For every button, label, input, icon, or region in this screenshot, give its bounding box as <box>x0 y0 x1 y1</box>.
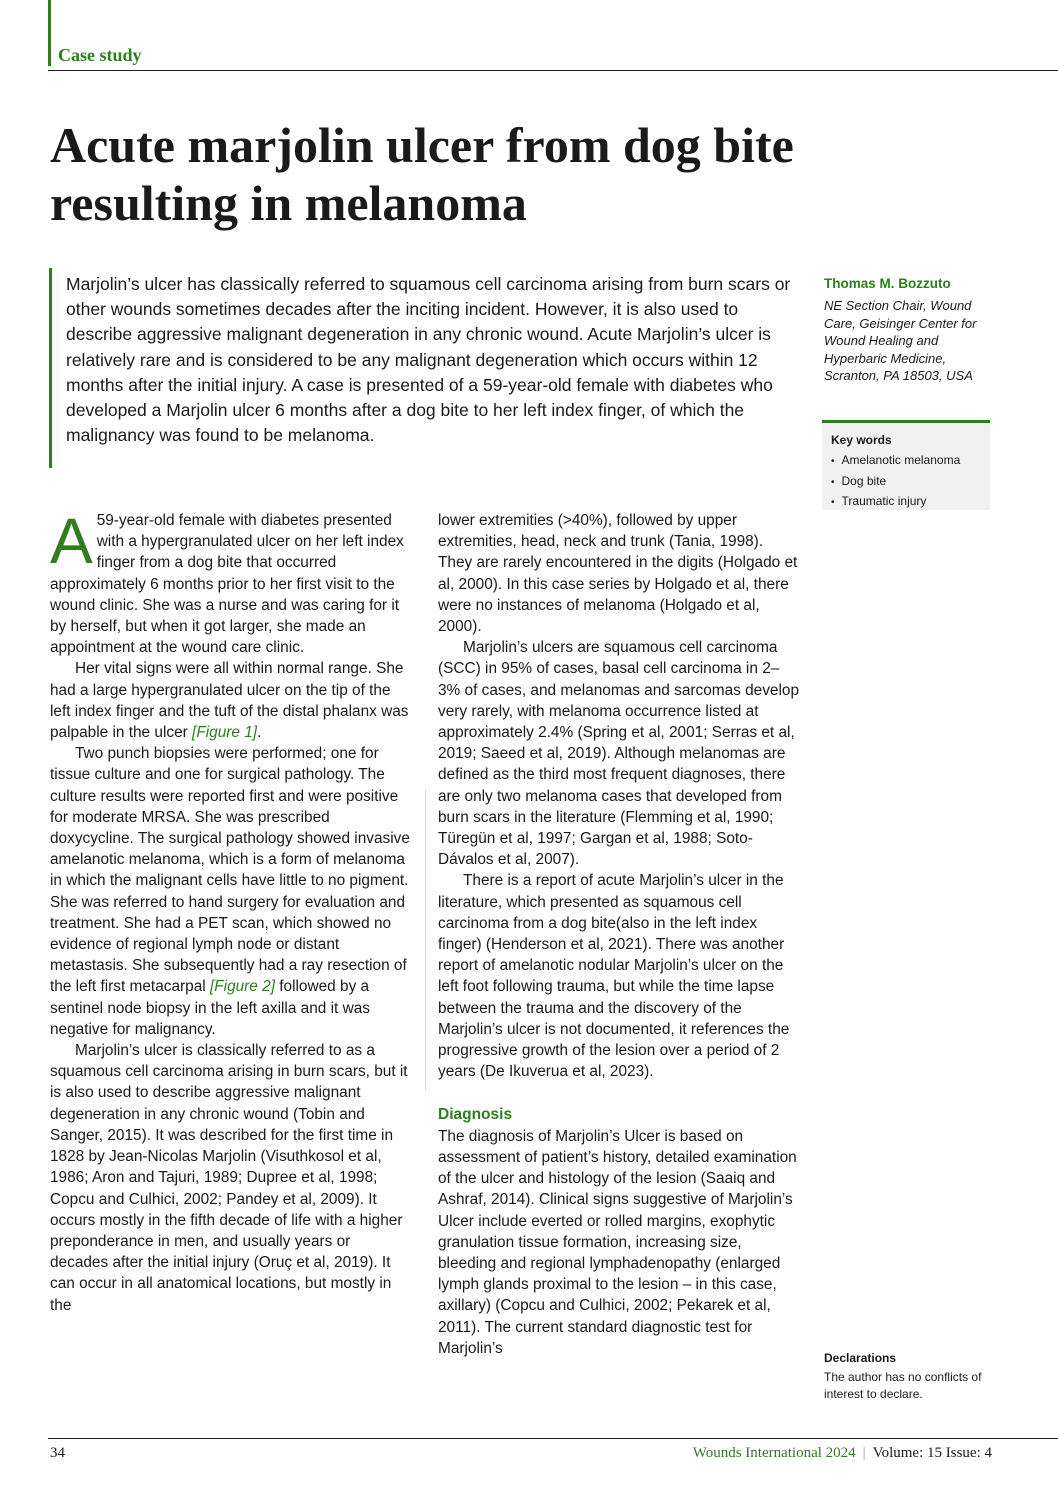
body-column-right <box>438 510 800 1359</box>
keywords-list <box>831 451 981 513</box>
paragraph-text: Her vital signs were all within normal range. She had a large hypergranulated ulcer on the tip of the left index finger and the tuft of the distal phalanx was palpable in the ulcer <box>50 660 409 742</box>
declarations-text: The author has no conflicts of interest to declare. <box>824 1370 982 1401</box>
footer-citation <box>693 1445 992 1462</box>
volume-issue: Volume: 15 Issue: 4 <box>872 1445 992 1461</box>
paragraph-text: 59-year-old female with diabetes presented with a hypergranulated ulcer on her left index finger from a dog bite that occurred approximately 6 months prior to her first visit to the wound clinic. She was a nurse and was caring for it by herself, but when it got larger, she made an appointment at the wound care clinic. <box>50 512 404 657</box>
abstract-accent-bar <box>49 268 52 468</box>
keyword-item: • Amelanotic melanoma <box>831 451 981 472</box>
diagnosis-heading: Diagnosis <box>438 1106 513 1124</box>
keywords-box <box>822 420 990 510</box>
article-title: Acute marjolin ulcer from dog bite resulting in melanoma <box>50 117 794 231</box>
keywords-heading: Key words <box>831 433 892 447</box>
author-block <box>824 276 994 385</box>
body-column-left <box>50 505 412 1316</box>
footer-rule <box>48 1438 1058 1439</box>
section-accent-bar <box>48 0 51 66</box>
author-name: Thomas M. Bozzuto <box>824 276 951 291</box>
footer-separator: | <box>862 1445 866 1461</box>
abstract: Marjolin’s ulcer has classically referred to squamous cell carcinoma arising from burn scars or other wounds sometimes decades after the inciting incident. However, it is also used to describe aggressive malignant degeneration in any chronic wound. Acute Marjolin’s ulcer is relatively rare and is considered to be any malignant degeneration which occurs within 12 months after the initial injury. A case is presented of a 59-year-old female with diabetes who developed a Marjolin ulcer 6 months after a dog bite to her left index finger, of which the malignancy was found to be melanoma. <box>66 274 791 446</box>
paragraph-text: . <box>257 724 262 742</box>
declarations-block <box>824 1351 999 1403</box>
body-paragraph: The diagnosis of Marjolin’s Ulcer is based on assessment of patient’s history, detailed examination of the ulcer and histology of the lesion (Saaiq and Ashraf, 2014). Clinical signs suggestive of Marjolin’s Ulcer include everted or rolled margins, exophytic granulation tissue formation, increasing size, bleeding and regional lymphadenopathy (enlarged lymph glands proximal to the lesion – in this case, axillary) (Copcu and Culhici, 2002; Pekarek et al, 2011). The current standard diagnostic test for Marjolin’s <box>438 1127 797 1357</box>
body-paragraph <box>50 658 412 743</box>
body-paragraph: Marjolin’s ulcer is classically referred to as a squamous cell carcinoma arising in burn scars, but it is also used to describe aggressive malignant degeneration in any chronic wound (Tobin and Sanger, 2015). It was described for the first time in 1828 by Jean-Nicolas Marjolin (Visuthkosol et al, 1986; Aron and Tajuri, 1989; Dupree et al, 1998; Copcu and Culhici, 2002; Pandey et al, 2009). It occurs mostly in the fifth decade of life with a higher preponderance in men, and usually years or decades after the initial injury (Oruç et al, 2019). It can occur in all anatomical locations, but mostly in the <box>50 1042 408 1314</box>
paragraph-text: followed by a sentinel node biopsy in the left axilla and it was negative for malignancy. <box>50 978 370 1038</box>
body-paragraph: Marjolin’s ulcers are squamous cell carcinoma (SCC) in 95% of cases, basal cell carcinoma in 2–3% of cases, and melanomas and sarcomas develop very rarely, with melanoma occurrence listed at approximately 2.4% (Spring et al, 2001; Serras et al, 2019; Saeed et al, 2019). Although melanomas are defined as the third most frequent diagnoses, there are only two melanoma cases that developed from burn scars in the literature (Flemming et al, 1990; Türegün et al, 1997; Gargan et al, 1988; Soto-Dávalos et al, 2007). <box>438 639 800 869</box>
header-rule <box>48 70 1058 71</box>
figure-2-link[interactable]: [Figure 2] <box>209 978 275 996</box>
keyword-item: • Traumatic injury <box>831 492 981 513</box>
section-label: Case study <box>58 45 142 65</box>
body-paragraph: lower extremities (>40%), followed by upper extremities, head, neck and trunk (Tania, 1998). They are rarely encountered in the digits (Holgado et al, 2000). In this case series by Holgado et al, there were no instances of melanoma (Holgado et al, 2000). <box>438 512 798 636</box>
body-paragraph <box>50 743 412 1040</box>
declarations-heading: Declarations <box>824 1351 897 1365</box>
body-paragraph: There is a report of acute Marjolin’s ulcer in the literature, which presented as squamous cell carcinoma from a dog bite(also in the left index finger) (Henderson et al, 2021). There was another report of amelanotic nodular Marjolin’s ulcer on the left foot following trauma, but while the time lapse between the trauma and the discovery of the Marjolin’s ulcer is not documented, it references the progressive growth of the lesion over a period of 2 years (De Ikuverua et al, 2023). <box>438 872 790 1081</box>
keyword-item: • Dog bite <box>831 472 981 493</box>
paragraph-text: Two punch biopsies were performed; one for tissue culture and one for surgical pathology. The culture results were reported first and were positive for moderate MRSA. She was prescribed doxycycline. The surgical pathology showed invasive amelanotic melanoma, which is a form of melanoma in which the malignant cells have little to no pigment. She was referred to hand surgery for evaluation and treatment. She had a PET scan, which showed no evidence of regional lymph node or distant metastasis. She subsequently had a ray resection of the left first metacarpal <box>50 745 410 996</box>
drop-cap: A <box>50 505 93 577</box>
page-number: 34 <box>50 1445 65 1461</box>
body-paragraph <box>50 505 412 658</box>
figure-1-link[interactable]: [Figure 1] <box>192 724 258 742</box>
author-affiliation: NE Section Chair, Wound Care, Geisinger Center for Wound Healing and Hyperbaric Medicine, Scranton, PA 18503, USA <box>824 298 977 383</box>
column-divider <box>425 790 426 1090</box>
journal-name: Wounds International 2024 <box>692 1445 856 1461</box>
